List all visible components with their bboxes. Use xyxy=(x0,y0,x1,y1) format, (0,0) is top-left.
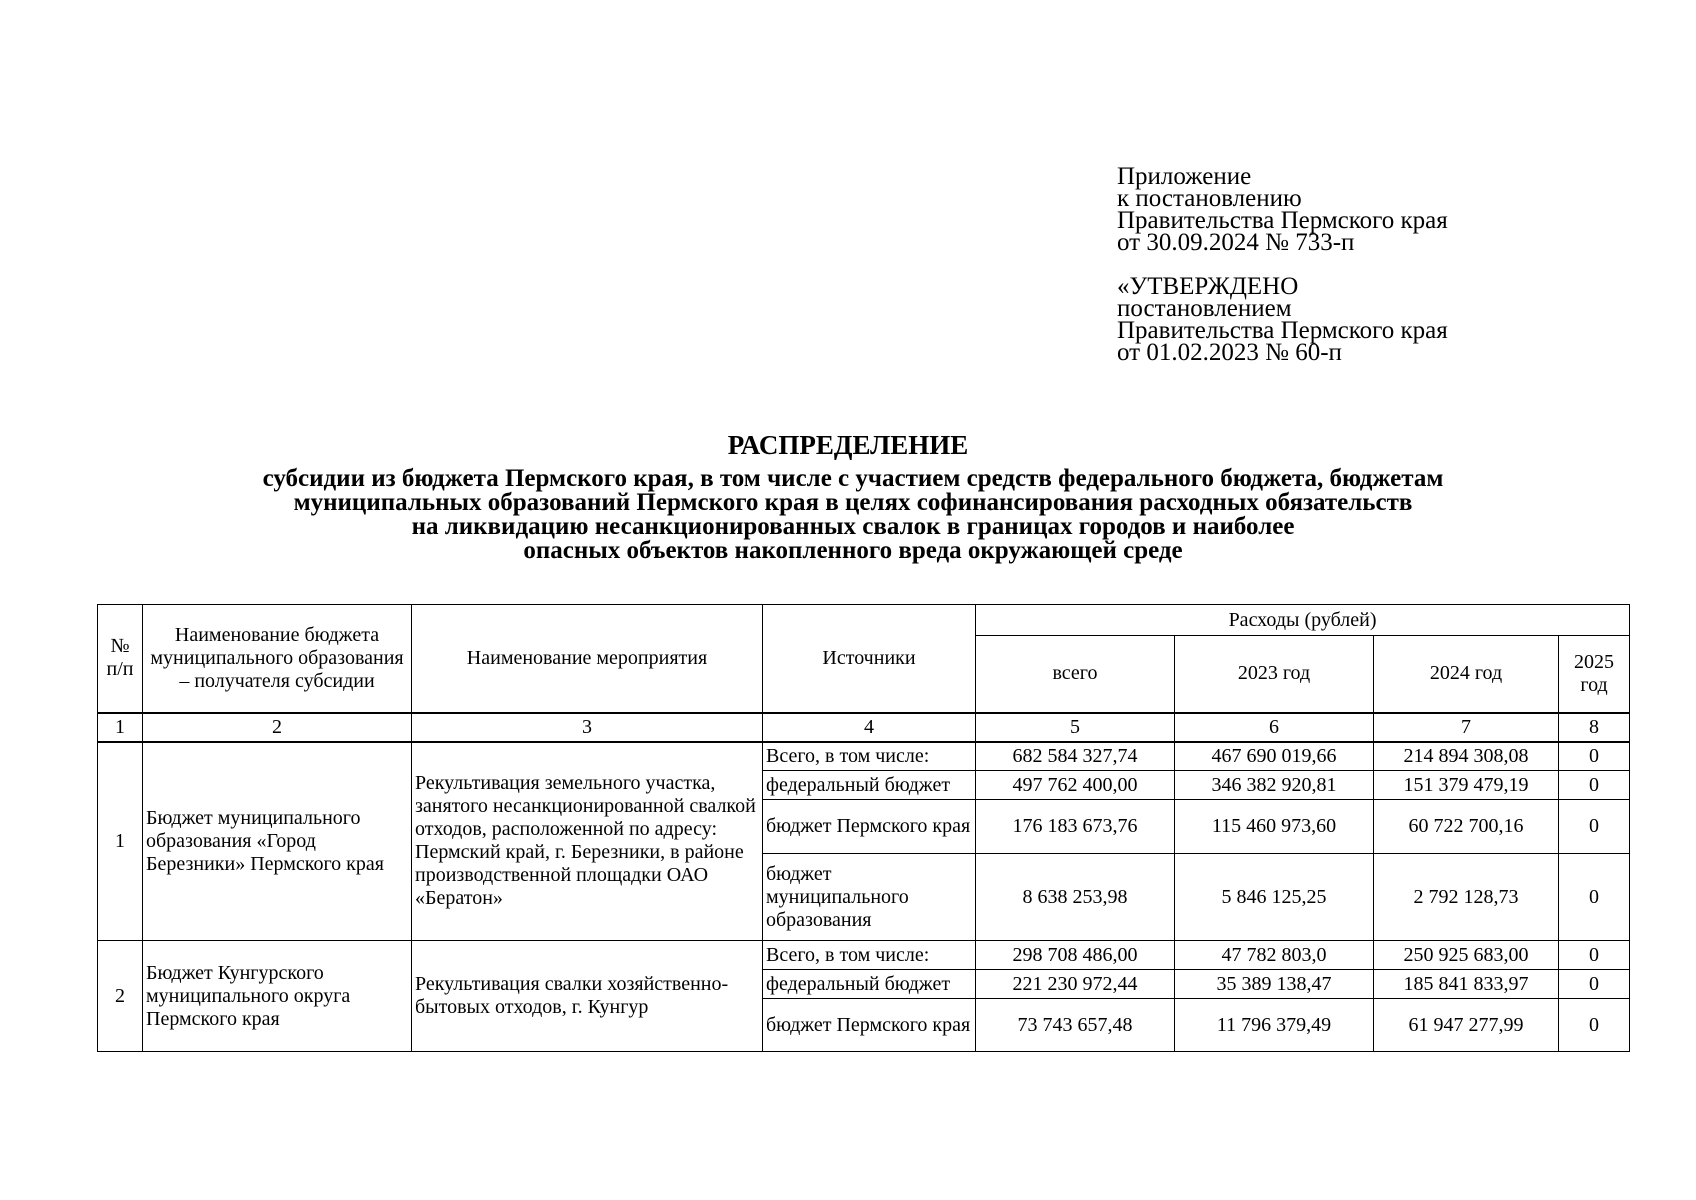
col-number: 3 xyxy=(412,713,763,742)
approved-line: от 01.02.2023 № 60-п xyxy=(1117,339,1342,366)
subtitle-line: на ликвидацию несанкционированных свалок в границах городов и наиболее xyxy=(411,513,1295,540)
approved-line: Правительства Пермского края xyxy=(1117,317,1448,344)
total-cell: 8 638 253,98 xyxy=(976,854,1175,941)
col-number: 8 xyxy=(1559,713,1630,742)
table-row xyxy=(98,941,1630,970)
header-2023: 2023 год xyxy=(1175,636,1374,713)
y2024-cell: 61 947 277,99 xyxy=(1374,999,1559,1052)
y2023-cell: 346 382 920,81 xyxy=(1175,771,1374,800)
header-total: всего xyxy=(976,636,1175,713)
source-cell: бюджет Пермского края xyxy=(763,800,976,854)
header-sources: Источники xyxy=(763,605,976,713)
y2023-cell: 5 846 125,25 xyxy=(1175,854,1374,941)
appendix-block xyxy=(1117,163,1448,366)
y2023-cell: 47 782 803,0 xyxy=(1175,941,1374,970)
subtitle-line: субсидии из бюджета Пермского края, в том числе с участием средств федерального бюджета, бюджетам xyxy=(262,465,1444,492)
header-budget: Наименование бюджета муниципального образования – получателя субсидии xyxy=(143,605,412,713)
y2024-cell: 214 894 308,08 xyxy=(1374,742,1559,771)
y2024-cell: 2 792 128,73 xyxy=(1374,854,1559,941)
header-expenses: Расходы (рублей) xyxy=(976,605,1630,636)
total-cell: 298 708 486,00 xyxy=(976,941,1175,970)
col-number: 5 xyxy=(976,713,1175,742)
total-cell: 682 584 327,74 xyxy=(976,742,1175,771)
document-title: РАСПРЕДЕЛЕНИЕ xyxy=(727,430,969,460)
subtitle-line: опасных объектов накопленного вреда окружающей среде xyxy=(523,537,1183,564)
table-row xyxy=(98,742,1630,771)
y2025-cell: 0 xyxy=(1559,999,1630,1052)
approved-line: постановлением xyxy=(1117,295,1292,322)
y2024-cell: 250 925 683,00 xyxy=(1374,941,1559,970)
y2025-cell: 0 xyxy=(1559,854,1630,941)
y2024-cell: 60 722 700,16 xyxy=(1374,800,1559,854)
col-number: 1 xyxy=(98,713,143,742)
total-cell: 73 743 657,48 xyxy=(976,999,1175,1052)
y2023-cell: 115 460 973,60 xyxy=(1175,800,1374,854)
source-cell: федеральный бюджет xyxy=(763,970,976,999)
source-cell: Всего, в том числе: xyxy=(763,941,976,970)
y2025-cell: 0 xyxy=(1559,970,1630,999)
document-subtitle xyxy=(0,467,1696,563)
row-number: 2 xyxy=(98,941,143,1052)
y2023-cell: 35 389 138,47 xyxy=(1175,970,1374,999)
header-num: № п/п xyxy=(98,605,143,713)
source-cell: бюджет муниципального образования xyxy=(763,854,976,941)
y2024-cell: 151 379 479,19 xyxy=(1374,771,1559,800)
y2025-cell: 0 xyxy=(1559,941,1630,970)
col-number: 2 xyxy=(143,713,412,742)
source-cell: федеральный бюджет xyxy=(763,771,976,800)
approved-line: «УТВЕРЖДЕНО xyxy=(1117,273,1299,300)
y2023-cell: 11 796 379,49 xyxy=(1175,999,1374,1052)
event-name: Рекультивация свалки хозяйственно-бытовых отходов, г. Кунгур xyxy=(412,941,763,1052)
col-number: 4 xyxy=(763,713,976,742)
total-cell: 497 762 400,00 xyxy=(976,771,1175,800)
y2023-cell: 467 690 019,66 xyxy=(1175,742,1374,771)
y2025-cell: 0 xyxy=(1559,742,1630,771)
appendix-line: к постановлению xyxy=(1117,185,1302,212)
source-cell: Всего, в том числе: xyxy=(763,742,976,771)
appendix-line: Приложение xyxy=(1117,163,1252,190)
y2024-cell: 185 841 833,97 xyxy=(1374,970,1559,999)
header-2024: 2024 год xyxy=(1374,636,1559,713)
total-cell: 221 230 972,44 xyxy=(976,970,1175,999)
row-number: 1 xyxy=(98,742,143,941)
col-number: 6 xyxy=(1175,713,1374,742)
y2025-cell: 0 xyxy=(1559,771,1630,800)
distribution-table xyxy=(97,604,1630,1052)
event-name: Рекультивация земельного участка, занятого несанкционированной свалкой отходов, расположенной по адресу: Пермский край, г. Березники, в районе производственной площадки ОАО «Бератон» xyxy=(412,742,763,941)
budget-name: Бюджет Кунгурского муниципального округа Пермского края xyxy=(143,941,412,1052)
col-number: 7 xyxy=(1374,713,1559,742)
budget-name: Бюджет муниципального образования «Город Березники» Пермского края xyxy=(143,742,412,941)
subtitle-line: муниципальных образований Пермского края в целях софинансирования расходных обязательств xyxy=(293,489,1413,516)
appendix-line: от 30.09.2024 № 733-п xyxy=(1117,229,1355,256)
appendix-line: Правительства Пермского края xyxy=(1117,207,1448,234)
header-event: Наименование мероприятия xyxy=(412,605,763,713)
source-cell: бюджет Пермского края xyxy=(763,999,976,1052)
y2025-cell: 0 xyxy=(1559,800,1630,854)
total-cell: 176 183 673,76 xyxy=(976,800,1175,854)
header-2025: 2025 год xyxy=(1559,636,1630,713)
